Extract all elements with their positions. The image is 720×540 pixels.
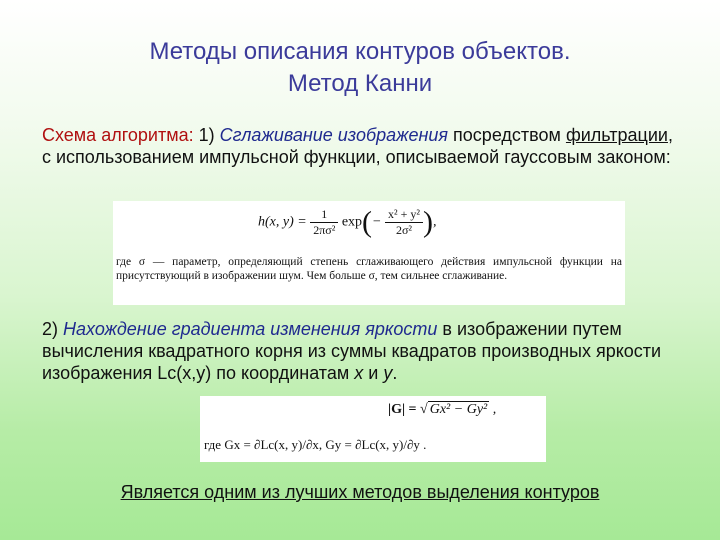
formula2-radicand: Gx² − Gy²: [429, 402, 488, 417]
step2-x: x: [354, 363, 364, 383]
gaussian-formula-image: [113, 201, 625, 305]
gradient-magnitude-formula: |G| = √ Gx² − Gy² ,: [388, 402, 497, 417]
step2-y: y: [383, 363, 393, 383]
slide-title: [0, 36, 720, 100]
formula2-tail: ,: [492, 402, 497, 417]
step2-italic2: изменения яркости: [265, 319, 438, 339]
formula1-lhs: h(x, y) =: [258, 214, 307, 230]
step2-end: .: [392, 363, 398, 383]
formula2-lhs: |G| =: [388, 402, 417, 417]
formula1-tail: ,: [432, 214, 437, 230]
gradient-components-formula: где Gx = ∂Lc(x, y)/∂x, Gy = ∂Lc(x, y)/∂y .: [204, 437, 427, 452]
gaussian-formula: h(x, y) = $\frac{1}{\text{2πσ²}}$ exp(− $\frac{\text{x² + y²}}{\text{2σ²}}$ ),: [258, 205, 437, 239]
step1-rest2: , с использованием импульсной функции, описываемой гауссовым законом:: [42, 125, 673, 167]
step1-italic: Сглаживание изображения: [219, 125, 449, 145]
step2-rest1: в изображении путем вычисления квадратного корня из суммы квадратов производных яркости изображения Lc(x,y) по координатам: [42, 319, 662, 383]
formula1-description: где σ — параметр, определяющий степень сглаживающего действия импульсной функции на присутствующий в изображении шум. Чем больше σ, тем сильнее сглаживание.: [116, 256, 622, 282]
title-line-2: Метод Канни: [287, 70, 433, 97]
formula1-minus: −: [372, 214, 382, 230]
step1-paragraph: [42, 124, 682, 168]
formula1-exp: exp: [341, 214, 363, 230]
step2-paragraph: [42, 318, 682, 384]
step2-number: 2): [42, 319, 64, 339]
step1-number: 1): [193, 125, 220, 145]
gradient-formula-image: [200, 396, 546, 462]
formula1-coef: $\frac{1}{\text{2πσ²}}$: [310, 207, 338, 238]
step2-and: и: [363, 363, 384, 383]
step1-underlined: фильтрации: [565, 125, 668, 145]
step2-italic1: Нахождение градиента: [63, 319, 266, 339]
conclusion-text: Является одним из лучших методов выделения контуров: [120, 482, 600, 502]
step1-lead: Схема алгоритма:: [42, 125, 194, 145]
title-line-1: Методы описания контуров объектов.: [149, 38, 571, 65]
formula1-exp-frac: $\frac{\text{x² + y²}}{\text{2σ²}}$: [385, 207, 423, 238]
step1-rest1: посредством: [448, 125, 566, 145]
